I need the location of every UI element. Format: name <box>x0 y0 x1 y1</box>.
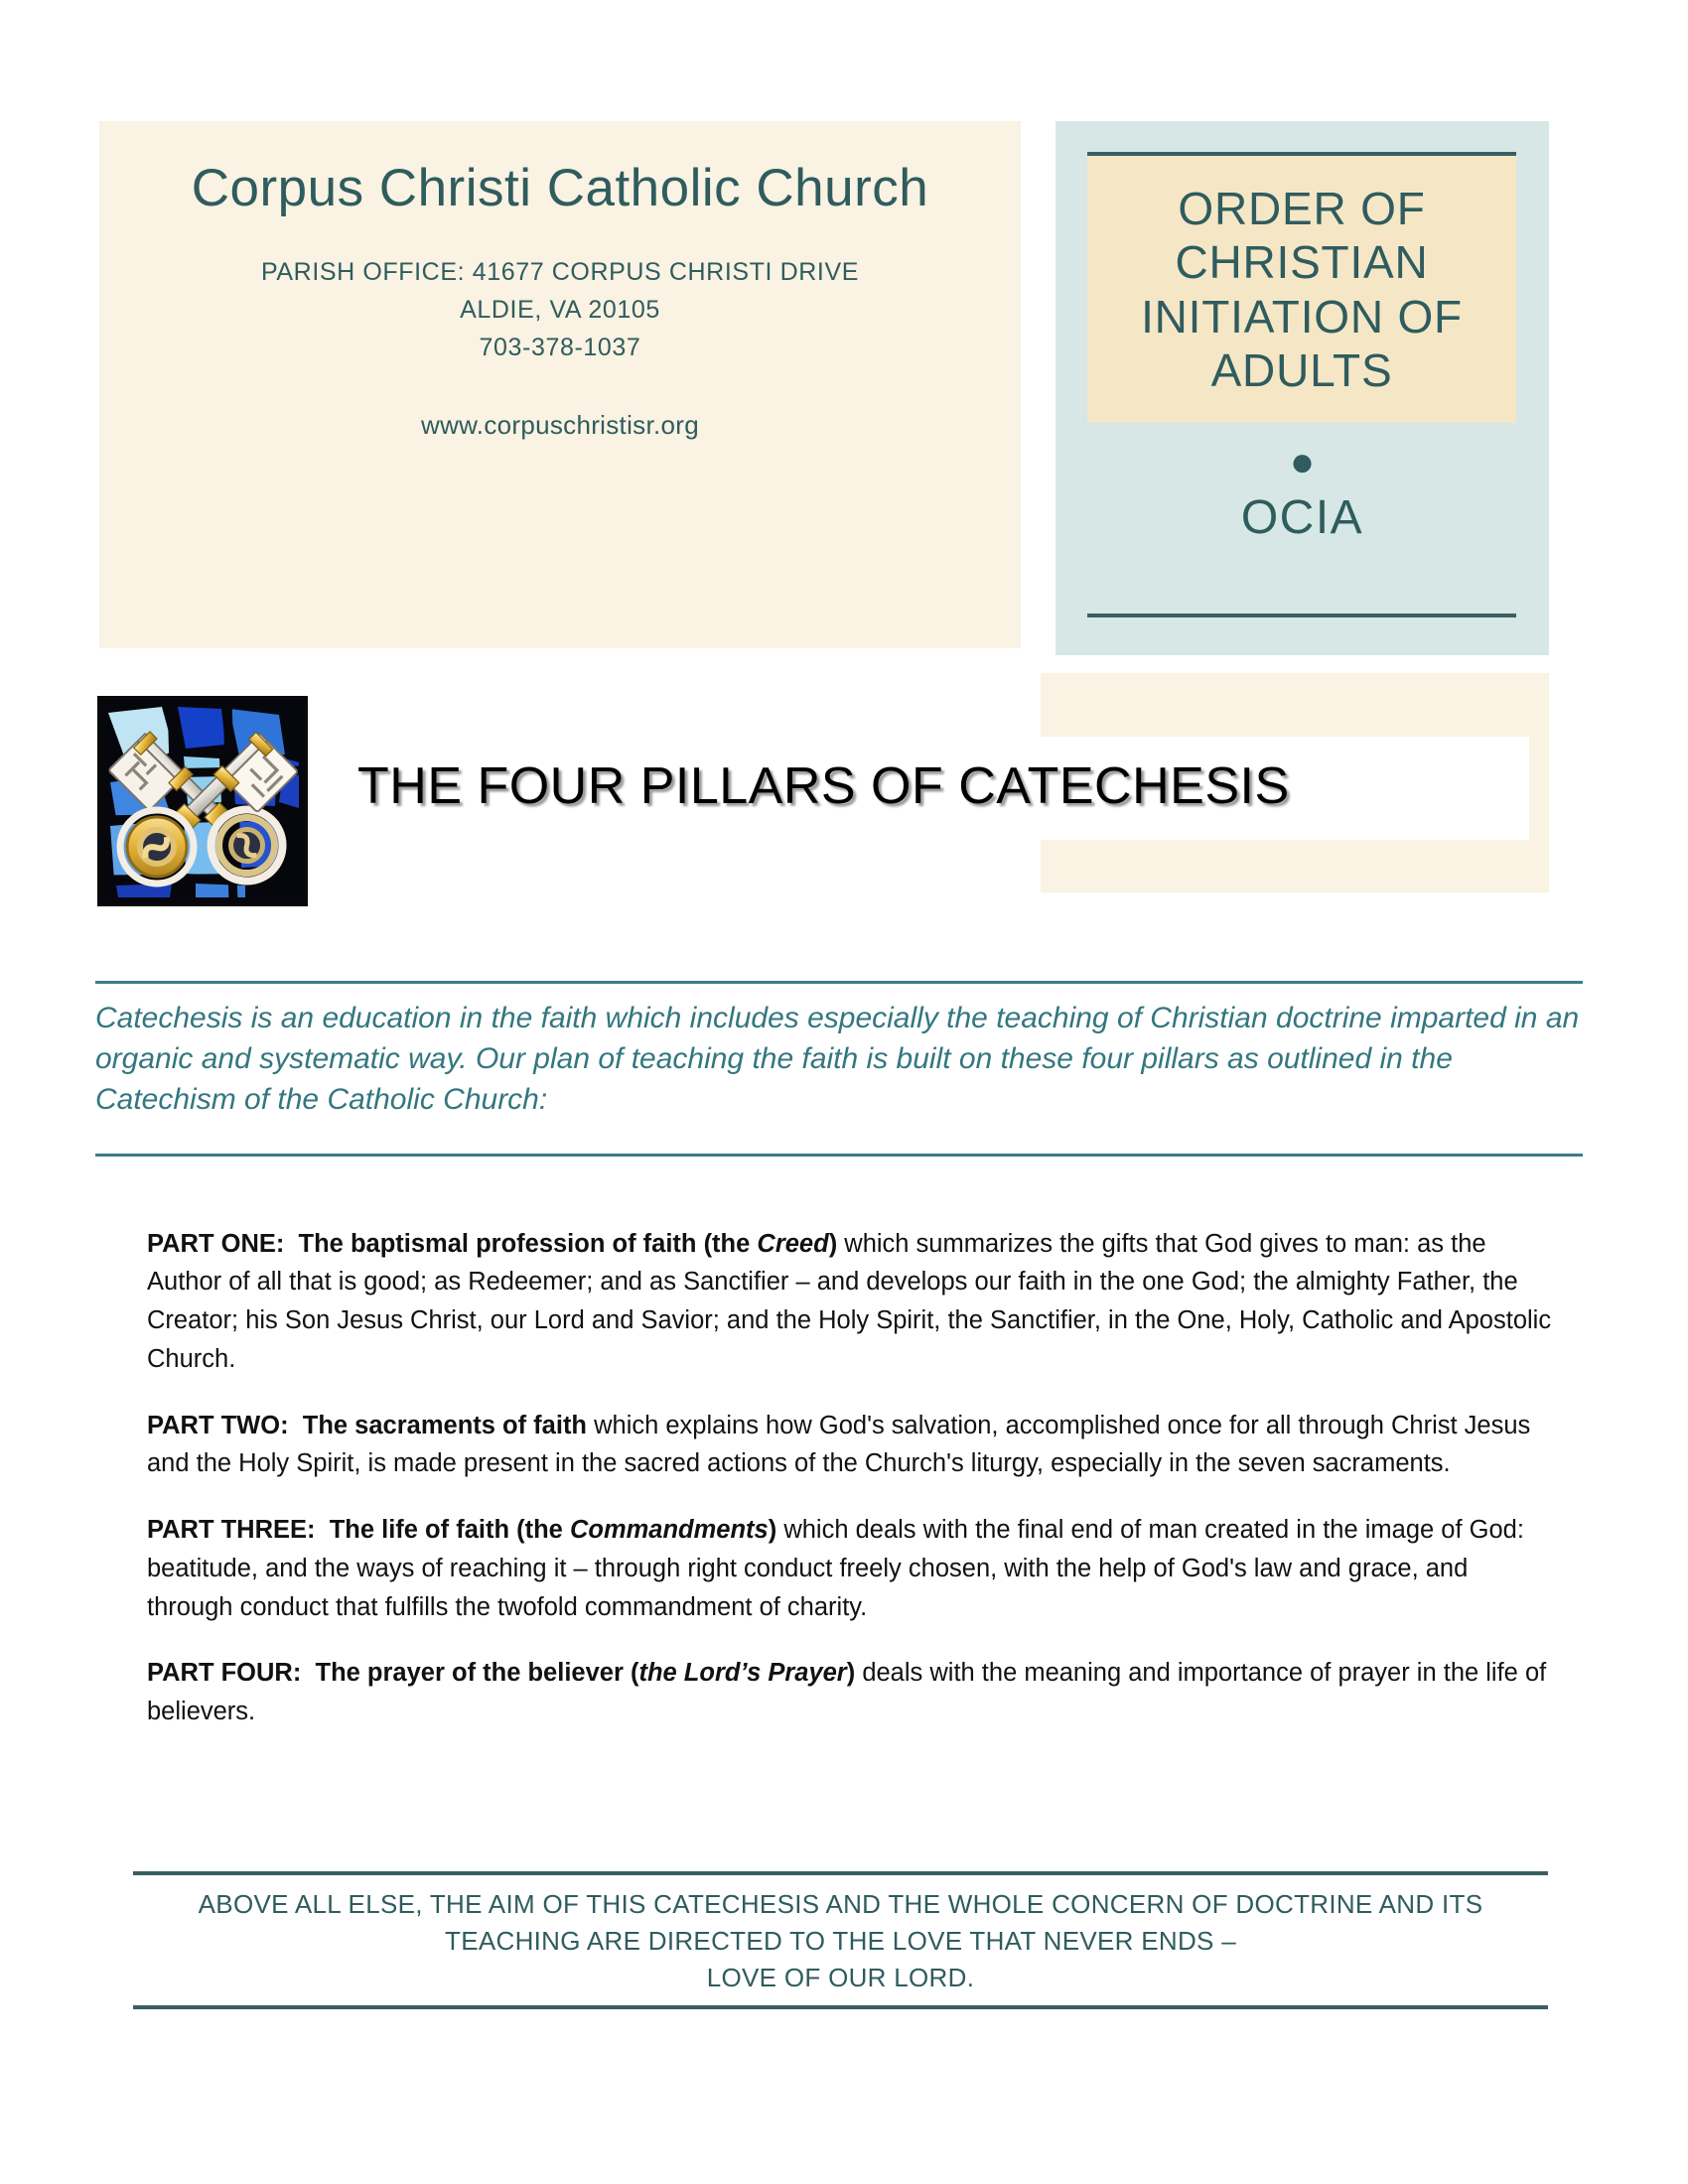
part-four-heading-italic: the Lord’s Prayer <box>638 1659 847 1688</box>
footer-line-3: LOVE OF OUR LORD. <box>706 1962 975 1992</box>
intro-paragraph: Catechesis is an education in the faith which includes especially the teaching of Christian doctrine imparted in an organic and systematic way. Our plan of teaching the faith is built on these four pillars as outlined in the Catechism of the Catholic Church: <box>95 1002 1580 1117</box>
part-one-heading-tail: ) <box>828 1229 838 1258</box>
footer-bottom-rule <box>133 2005 1548 2009</box>
pillar-part-four <box>147 1654 1555 1731</box>
part-four-body: deals with the meaning and importance of prayer in the life of believers. <box>147 1659 1547 1725</box>
footer-line-2: TEACHING ARE DIRECTED TO THE LOVE THAT NEVER ENDS – <box>445 1925 1236 1956</box>
part-three-heading: The life of faith (the <box>329 1516 570 1544</box>
ocia-title-line-2: CHRISTIAN <box>1175 236 1429 289</box>
part-two-body: which explains how God's salvation, accomplished once for all through Christ Jesus and the Holy Spirit, is made present in the sacred actions of the Church's liturgy, especially in the seven sacraments. <box>147 1411 1531 1478</box>
page-title: THE FOUR PILLARS OF CATECHESIS <box>357 757 1290 815</box>
pillar-part-three <box>147 1511 1555 1626</box>
footer-statement <box>133 1886 1548 1996</box>
part-one-body: which summarizes the gifts that God gives to man: as the Author of all that is good; as Redeemer; and as Sanctifier – and develops our faith in the one God; the almighty Father, the Creator; his Son Jesus Christ, our Lord and Savior; and the Holy Spirit, the Sanctifier, in the One, Holy, Catholic and Apostolic Church. <box>147 1229 1552 1373</box>
ocia-bottom-rule <box>1087 614 1516 617</box>
footer-top-rule <box>133 1871 1548 1875</box>
parish-address-line-1: PARISH OFFICE: 41677 CORPUS CHRISTI DRIVE <box>260 257 860 286</box>
parish-phone: 703-378-1037 <box>479 333 641 361</box>
part-four-heading: The prayer of the believer ( <box>315 1659 639 1688</box>
ocia-title-line-4: ADULTS <box>1210 343 1393 396</box>
intro-bottom-rule <box>95 1154 1583 1157</box>
part-one-label: PART ONE: <box>147 1229 285 1258</box>
pillar-part-one <box>147 1225 1555 1379</box>
parish-name: Corpus Christi Catholic Church <box>191 159 929 217</box>
footer-line-1: ABOVE ALL ELSE, THE AIM OF THIS CATECHESIS AND THE WHOLE CONCERN OF DOCTRINE AND ITS <box>198 1889 1483 1919</box>
part-one-heading: The baptismal profession of faith (the <box>298 1229 758 1258</box>
part-one-heading-italic: Creed <box>757 1229 829 1258</box>
ocia-title-line-1: ORDER OF <box>1178 182 1426 234</box>
part-two-label: PART TWO: <box>147 1411 289 1439</box>
part-three-heading-tail: ) <box>768 1516 777 1544</box>
stained-glass-crossed-keys-icon <box>97 696 308 906</box>
ocia-title-line-3: INITIATION OF <box>1141 290 1463 342</box>
part-four-heading-tail: ) <box>846 1659 856 1688</box>
bullet-dot-icon: ● <box>1289 438 1316 484</box>
parish-website[interactable]: www.corpuschristisr.org <box>421 409 699 440</box>
part-four-label: PART FOUR: <box>147 1659 302 1688</box>
four-pillars-list <box>147 1199 1555 1731</box>
parish-info-box <box>99 121 1021 648</box>
intro-top-rule <box>95 981 1583 984</box>
part-three-label: PART THREE: <box>147 1516 316 1544</box>
part-two-heading: The sacraments of faith <box>302 1411 588 1439</box>
part-three-heading-italic: Commandments <box>569 1516 769 1544</box>
pillar-part-two <box>147 1407 1555 1484</box>
part-three-body: which deals with the final end of man created in the image of God: beatitude, and the ways of reaching it – through right conduct freely chosen, with the help of God's law and grace, and through conduct that fulfills the twofold commandment of charity. <box>147 1516 1524 1621</box>
ocia-program-box <box>1055 121 1549 655</box>
parish-address-line-2: ALDIE, VA 20105 <box>460 295 660 324</box>
ocia-title-plate <box>1087 156 1516 423</box>
ocia-abbreviation: OCIA <box>1240 491 1364 544</box>
